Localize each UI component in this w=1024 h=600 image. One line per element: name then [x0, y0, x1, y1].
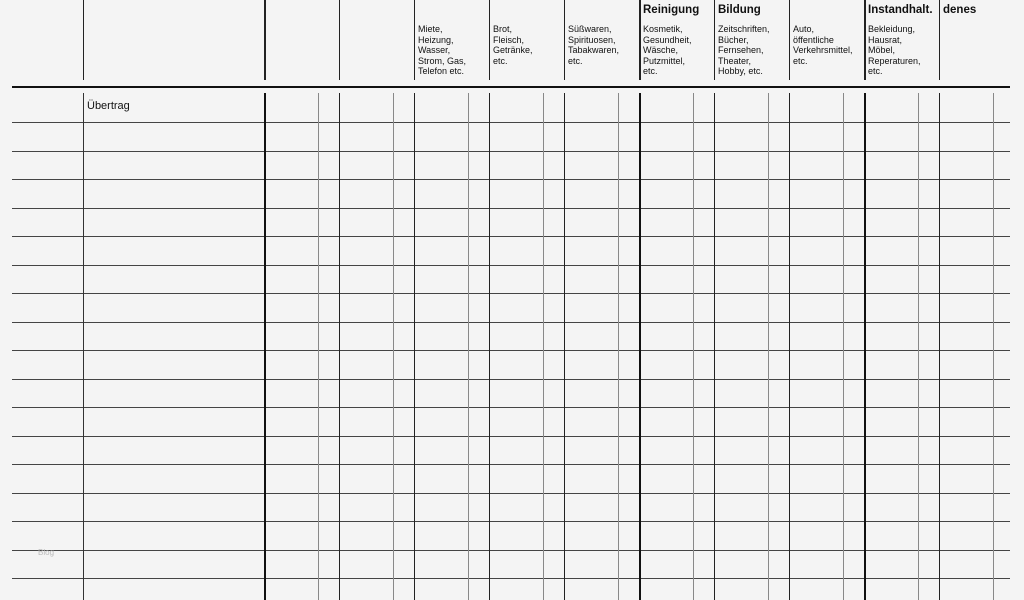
body-column-line [789, 93, 790, 600]
column-divider [489, 0, 490, 80]
body-column-line [639, 93, 641, 600]
column-header [793, 4, 863, 66]
body-column-line [468, 93, 469, 600]
column-description: Bekleidung, Hausrat, Möbel, Reperaturen, etc. [868, 24, 921, 77]
column-divider [564, 0, 565, 80]
row-line [12, 151, 1010, 152]
row-line [12, 407, 1010, 408]
column-header [718, 4, 788, 77]
column-header [493, 4, 563, 66]
column-divider [339, 0, 340, 80]
column-description: Zeitschriften, Bücher, Fernsehen, Theater, Hobby, etc. [718, 24, 770, 77]
body-column-line [489, 93, 490, 600]
column-header [568, 4, 638, 66]
body-column-line [993, 93, 994, 600]
row-line [12, 578, 1010, 579]
body-column-line [939, 93, 940, 600]
body-column-line [264, 93, 266, 600]
row-line [12, 436, 1010, 437]
row-line [12, 236, 1010, 237]
column-divider [789, 0, 790, 80]
column-title [568, 4, 638, 17]
column-title [793, 4, 863, 17]
column-title: Reinigung [643, 4, 700, 16]
column-divider [83, 0, 84, 80]
column-description: Süßwaren, Spirituosen, Tabakwaren, etc. [568, 24, 620, 66]
row-line [12, 464, 1010, 465]
column-divider [939, 0, 940, 80]
row-line [12, 122, 1010, 123]
watermark: Blog [38, 548, 55, 557]
column-header [868, 4, 938, 77]
column-title: Bildung [718, 4, 761, 16]
row-line [12, 322, 1010, 323]
body-column-line [393, 93, 394, 600]
column-description: Brot, Fleisch, Getränke, etc. [493, 24, 533, 66]
body-column-line [618, 93, 619, 600]
column-divider [414, 0, 415, 80]
row-line [12, 293, 1010, 294]
body-column-line [714, 93, 715, 600]
body-column-line [864, 93, 866, 600]
column-divider [264, 0, 266, 80]
column-divider [639, 0, 641, 80]
body-column-line [414, 93, 415, 600]
column-header [643, 4, 713, 77]
body-column-line [768, 93, 769, 600]
body-column-line [318, 93, 319, 600]
column-divider [864, 0, 866, 80]
column-description: Kosmetik, Gesundheit, Wäsche, Putzmittel, etc. [643, 24, 692, 77]
row-line [12, 179, 1010, 180]
first-row-label: Übertrag [87, 100, 130, 112]
column-description: Auto, öffentliche Verkehrsmittel, etc. [793, 24, 853, 66]
header-separator [12, 86, 1010, 88]
body-column-line [693, 93, 694, 600]
body-column-line [843, 93, 844, 600]
column-title [493, 4, 563, 17]
column-title: denes [943, 4, 977, 16]
body-column-line [339, 93, 340, 600]
row-line [12, 379, 1010, 380]
body-column-line [564, 93, 565, 600]
column-header [418, 4, 488, 77]
row-line [12, 350, 1010, 351]
row-line [12, 265, 1010, 266]
column-title [418, 4, 488, 17]
row-line [12, 493, 1010, 494]
column-header [943, 4, 1013, 17]
row-line [12, 208, 1010, 209]
body-column-line [543, 93, 544, 600]
row-line [12, 550, 1010, 551]
row-line [12, 521, 1010, 522]
body-column-line [918, 93, 919, 600]
column-title: Instandhalt. [868, 4, 933, 16]
column-description: Miete, Heizung, Wasser, Strom, Gas, Telefon etc. [418, 24, 467, 77]
column-divider [714, 0, 715, 80]
body-column-line [83, 93, 84, 600]
